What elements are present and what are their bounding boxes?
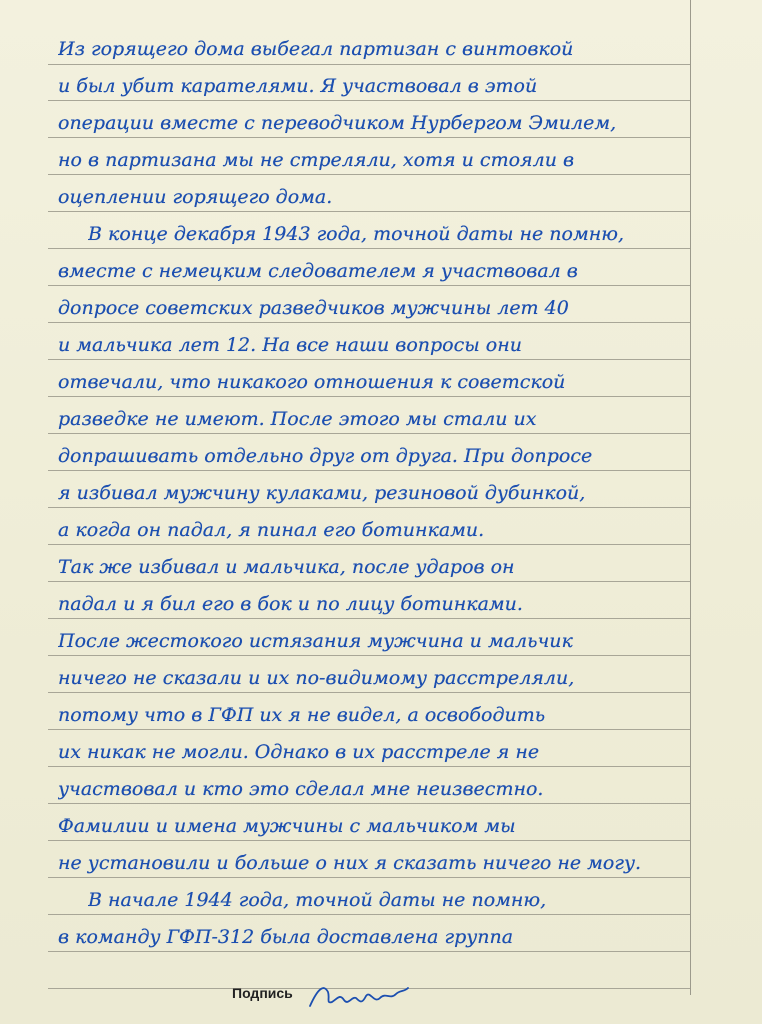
handwritten-line: не установили и больше о них я сказать ничего не могу. <box>58 852 642 874</box>
handwritten-line: В начале 1944 года, точной даты не помню, <box>88 889 547 911</box>
handwritten-line: участвовал и кто это сделал мне неизвестно. <box>58 778 544 800</box>
handwritten-line: вместе с немецким следователем я участвовал в <box>58 260 578 282</box>
handwritten-line: разведке не имеют. После этого мы стали их <box>58 408 537 430</box>
handwritten-line: Из горящего дома выбегал партизан с винтовкой <box>58 38 574 60</box>
handwritten-line: в команду ГФП-312 была доставлена группа <box>58 926 514 948</box>
handwritten-line: потому что в ГФП их я не видел, а освободить <box>58 704 546 726</box>
handwritten-line: допросе советских разведчиков мужчины лет 40 <box>58 297 569 319</box>
handwritten-line: а когда он падал, я пинал его ботинками. <box>58 519 485 541</box>
handwritten-line: Фамилии и имена мужчины с мальчиком мы <box>58 815 516 837</box>
handwritten-line: и был убит карателями. Я участвовал в этой <box>58 75 538 97</box>
handwritten-line: я избивал мужчину кулаками, резиновой дубинкой, <box>58 482 586 504</box>
handwritten-line: операции вместе с переводчиком Нурбергом Эмилем, <box>58 112 617 134</box>
handwritten-line: но в партизана мы не стреляли, хотя и стояли в <box>58 149 575 171</box>
handwritten-line: допрашивать отдельно друг от друга. При допросе <box>58 445 593 467</box>
handwritten-line: и мальчика лет 12. На все наши вопросы они <box>58 334 522 356</box>
handwritten-line: отвечали, что никакого отношения к советской <box>58 371 566 393</box>
ruled-line <box>48 64 690 65</box>
handwritten-line: их никак не могли. Однако в их расстреле я не <box>58 741 540 763</box>
handwritten-line: Так же избивал и мальчика, после ударов он <box>58 556 515 578</box>
handwritten-line: оцеплении горящего дома. <box>58 186 333 208</box>
handwritten-line: После жестокого истязания мужчина и мальчик <box>58 630 573 652</box>
signature-label: Подпись <box>232 985 293 1001</box>
signature-scribble <box>304 978 414 1012</box>
handwritten-line: ничего не сказали и их по-видимому расстреляли, <box>58 667 575 689</box>
handwritten-line: В конце декабря 1943 года, точной даты не помню, <box>88 223 624 245</box>
handwritten-line: падал и я бил его в бок и по лицу ботинками. <box>58 593 523 615</box>
